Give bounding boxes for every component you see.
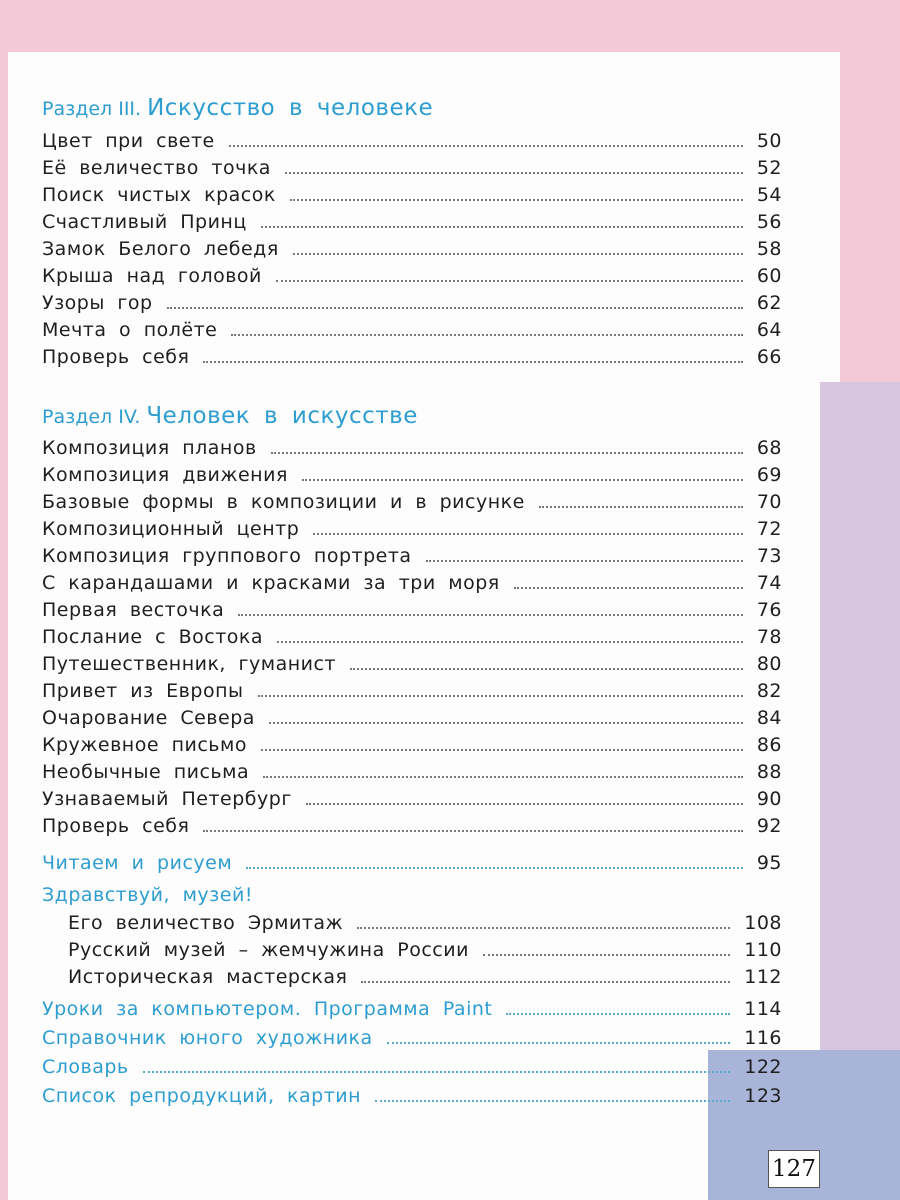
toc-entry[interactable] [42, 292, 782, 319]
entry-page: 80 [756, 653, 782, 675]
entry-page: 56 [756, 211, 782, 233]
entry-title: Список репродукций, картин [42, 1085, 362, 1107]
entry-title: Счастливый Принц [42, 211, 247, 233]
entry-title: Проверь себя [42, 346, 190, 368]
entry-page: 76 [756, 599, 782, 621]
dot-leader [261, 745, 743, 751]
entry-title: Крыша над головой [42, 265, 262, 287]
entry-page: 78 [756, 626, 782, 648]
entry-page: 60 [756, 265, 782, 287]
dot-leader [426, 556, 743, 562]
toc-entry[interactable] [42, 157, 782, 184]
entry-title: Композиционный центр [42, 518, 300, 540]
page-number: 127 [768, 1150, 820, 1188]
section-label: Раздел III. [42, 98, 142, 120]
entry-page: 116 [744, 1027, 782, 1049]
entry-page: 73 [756, 545, 782, 567]
entry-page: 72 [756, 518, 782, 540]
entry-page: 62 [756, 292, 782, 314]
dot-leader [276, 276, 743, 282]
entry-title: Уроки за компьютером. Программа Paint [42, 998, 493, 1020]
toc-entry[interactable] [42, 626, 782, 653]
entry-page: 122 [744, 1056, 782, 1078]
entry-page: 112 [744, 966, 782, 988]
entry-title: Проверь себя [42, 815, 190, 837]
toc-entry[interactable] [68, 966, 782, 993]
dot-leader [263, 772, 743, 778]
entry-page: 84 [756, 707, 782, 729]
entry-title: Справочник юного художника [42, 1027, 373, 1049]
entry-title: Здравствуй, музей! [42, 884, 253, 906]
dot-leader [302, 475, 743, 481]
entry-title: Необычные письма [42, 761, 250, 783]
entry-page: 82 [756, 680, 782, 702]
section-heading-4 [42, 400, 418, 432]
toc-entry[interactable] [68, 939, 782, 966]
toc-entry-appendix[interactable] [42, 1085, 782, 1112]
section-label: Раздел IV. [42, 406, 141, 428]
section-title: Человек в искусстве [146, 403, 418, 429]
section-heading-3 [42, 92, 433, 124]
entry-page: 52 [756, 157, 782, 179]
dot-leader [306, 799, 743, 805]
entry-title: С карандашами и красками за три моря [42, 572, 500, 594]
entry-title: Кружевное письмо [42, 734, 247, 756]
dot-leader [231, 330, 742, 336]
dot-leader [539, 502, 743, 508]
toc-entry[interactable] [42, 265, 782, 292]
toc-entry[interactable] [42, 491, 782, 518]
dot-leader [387, 1038, 731, 1044]
dot-leader [269, 718, 743, 724]
dot-leader [483, 950, 730, 956]
entry-title: Узнаваемый Петербург [42, 788, 292, 810]
toc-entry-reading[interactable] [42, 852, 782, 879]
dot-leader [514, 583, 743, 589]
entry-page: 92 [756, 815, 782, 837]
toc-entry[interactable] [42, 130, 782, 157]
toc-entry[interactable] [42, 346, 782, 373]
entry-title: Мечта о полёте [42, 319, 218, 341]
toc-entry[interactable] [68, 912, 782, 939]
entry-page: 123 [744, 1085, 782, 1107]
dot-leader [290, 195, 743, 201]
toc-entry[interactable] [42, 319, 782, 346]
entry-title: Цвет при свете [42, 130, 215, 152]
entry-title: Русский музей – жемчужина России [68, 939, 469, 961]
dot-leader [285, 168, 743, 174]
dot-leader [357, 923, 730, 929]
entry-page: 64 [756, 319, 782, 341]
dot-leader [203, 357, 742, 363]
toc-entry[interactable] [42, 788, 782, 815]
dot-leader [277, 637, 743, 643]
dot-leader [271, 448, 743, 454]
entry-page: 74 [756, 572, 782, 594]
toc-entry[interactable] [42, 815, 782, 842]
toc-entry[interactable] [42, 238, 782, 265]
entry-title: Композиция планов [42, 437, 257, 459]
dot-leader [350, 664, 743, 670]
entry-title: Узоры гор [42, 292, 153, 314]
dot-leader [167, 303, 743, 309]
dot-leader [143, 1067, 731, 1073]
toc-entry[interactable] [42, 518, 782, 545]
toc-entry[interactable] [42, 734, 782, 761]
toc-entry[interactable] [42, 653, 782, 680]
entry-title: Его величество Эрмитаж [68, 912, 344, 934]
dot-leader [261, 222, 743, 228]
toc-entry[interactable] [42, 464, 782, 491]
entry-title: Привет из Европы [42, 680, 244, 702]
entry-page: 54 [756, 184, 782, 206]
dot-leader [361, 977, 730, 983]
entry-page: 58 [756, 238, 782, 260]
toc-entry[interactable] [42, 707, 782, 734]
entry-page: 70 [756, 491, 782, 513]
dot-leader [258, 691, 743, 697]
entry-page: 90 [756, 788, 782, 810]
toc-entry[interactable] [42, 211, 782, 238]
dot-leader [375, 1096, 730, 1102]
toc-entry[interactable] [42, 680, 782, 707]
entry-title: Читаем и рисуем [42, 852, 233, 874]
entry-title: Путешественник, гуманист [42, 653, 337, 675]
entry-title: Её величество точка [42, 157, 271, 179]
entry-page: 68 [756, 437, 782, 459]
toc-entry[interactable] [42, 761, 782, 788]
dot-leader [313, 529, 743, 535]
entry-page: 95 [756, 852, 782, 874]
entry-title: Очарование Севера [42, 707, 255, 729]
dot-leader [246, 863, 743, 869]
entry-page: 114 [744, 998, 782, 1020]
entry-page: 69 [756, 464, 782, 486]
entry-title: Историческая мастерская [68, 966, 348, 988]
toc-entry-appendix[interactable] [42, 998, 782, 1025]
entry-page: 108 [744, 912, 782, 934]
toc-entry-appendix[interactable] [42, 1056, 782, 1083]
toc-entry[interactable] [42, 599, 782, 626]
toc-entry[interactable] [42, 437, 782, 464]
toc-entry[interactable] [42, 545, 782, 572]
entry-title: Базовые формы в композиции и в рисунке [42, 491, 525, 513]
toc-entry-appendix[interactable] [42, 1027, 782, 1054]
section-title: Искусство в человеке [147, 95, 434, 121]
toc-heading-museum[interactable] [42, 884, 782, 911]
dot-leader [238, 610, 743, 616]
entry-title: Замок Белого лебедя [42, 238, 279, 260]
entry-title: Послание с Востока [42, 626, 264, 648]
entry-page: 110 [744, 939, 782, 961]
entry-title: Словарь [42, 1056, 129, 1078]
entry-page: 66 [756, 346, 782, 368]
dot-leader [203, 826, 742, 832]
entry-title: Композиция группового портрета [42, 545, 412, 567]
entry-page: 88 [756, 761, 782, 783]
toc-entry[interactable] [42, 184, 782, 211]
entry-page: 50 [756, 130, 782, 152]
dot-leader [293, 249, 743, 255]
entry-title: Поиск чистых красок [42, 184, 276, 206]
entry-title: Первая весточка [42, 599, 225, 621]
dot-leader [506, 1009, 730, 1015]
dot-leader [229, 141, 743, 147]
entry-page: 86 [756, 734, 782, 756]
entry-title: Композиция движения [42, 464, 288, 486]
toc-entry[interactable] [42, 572, 782, 599]
